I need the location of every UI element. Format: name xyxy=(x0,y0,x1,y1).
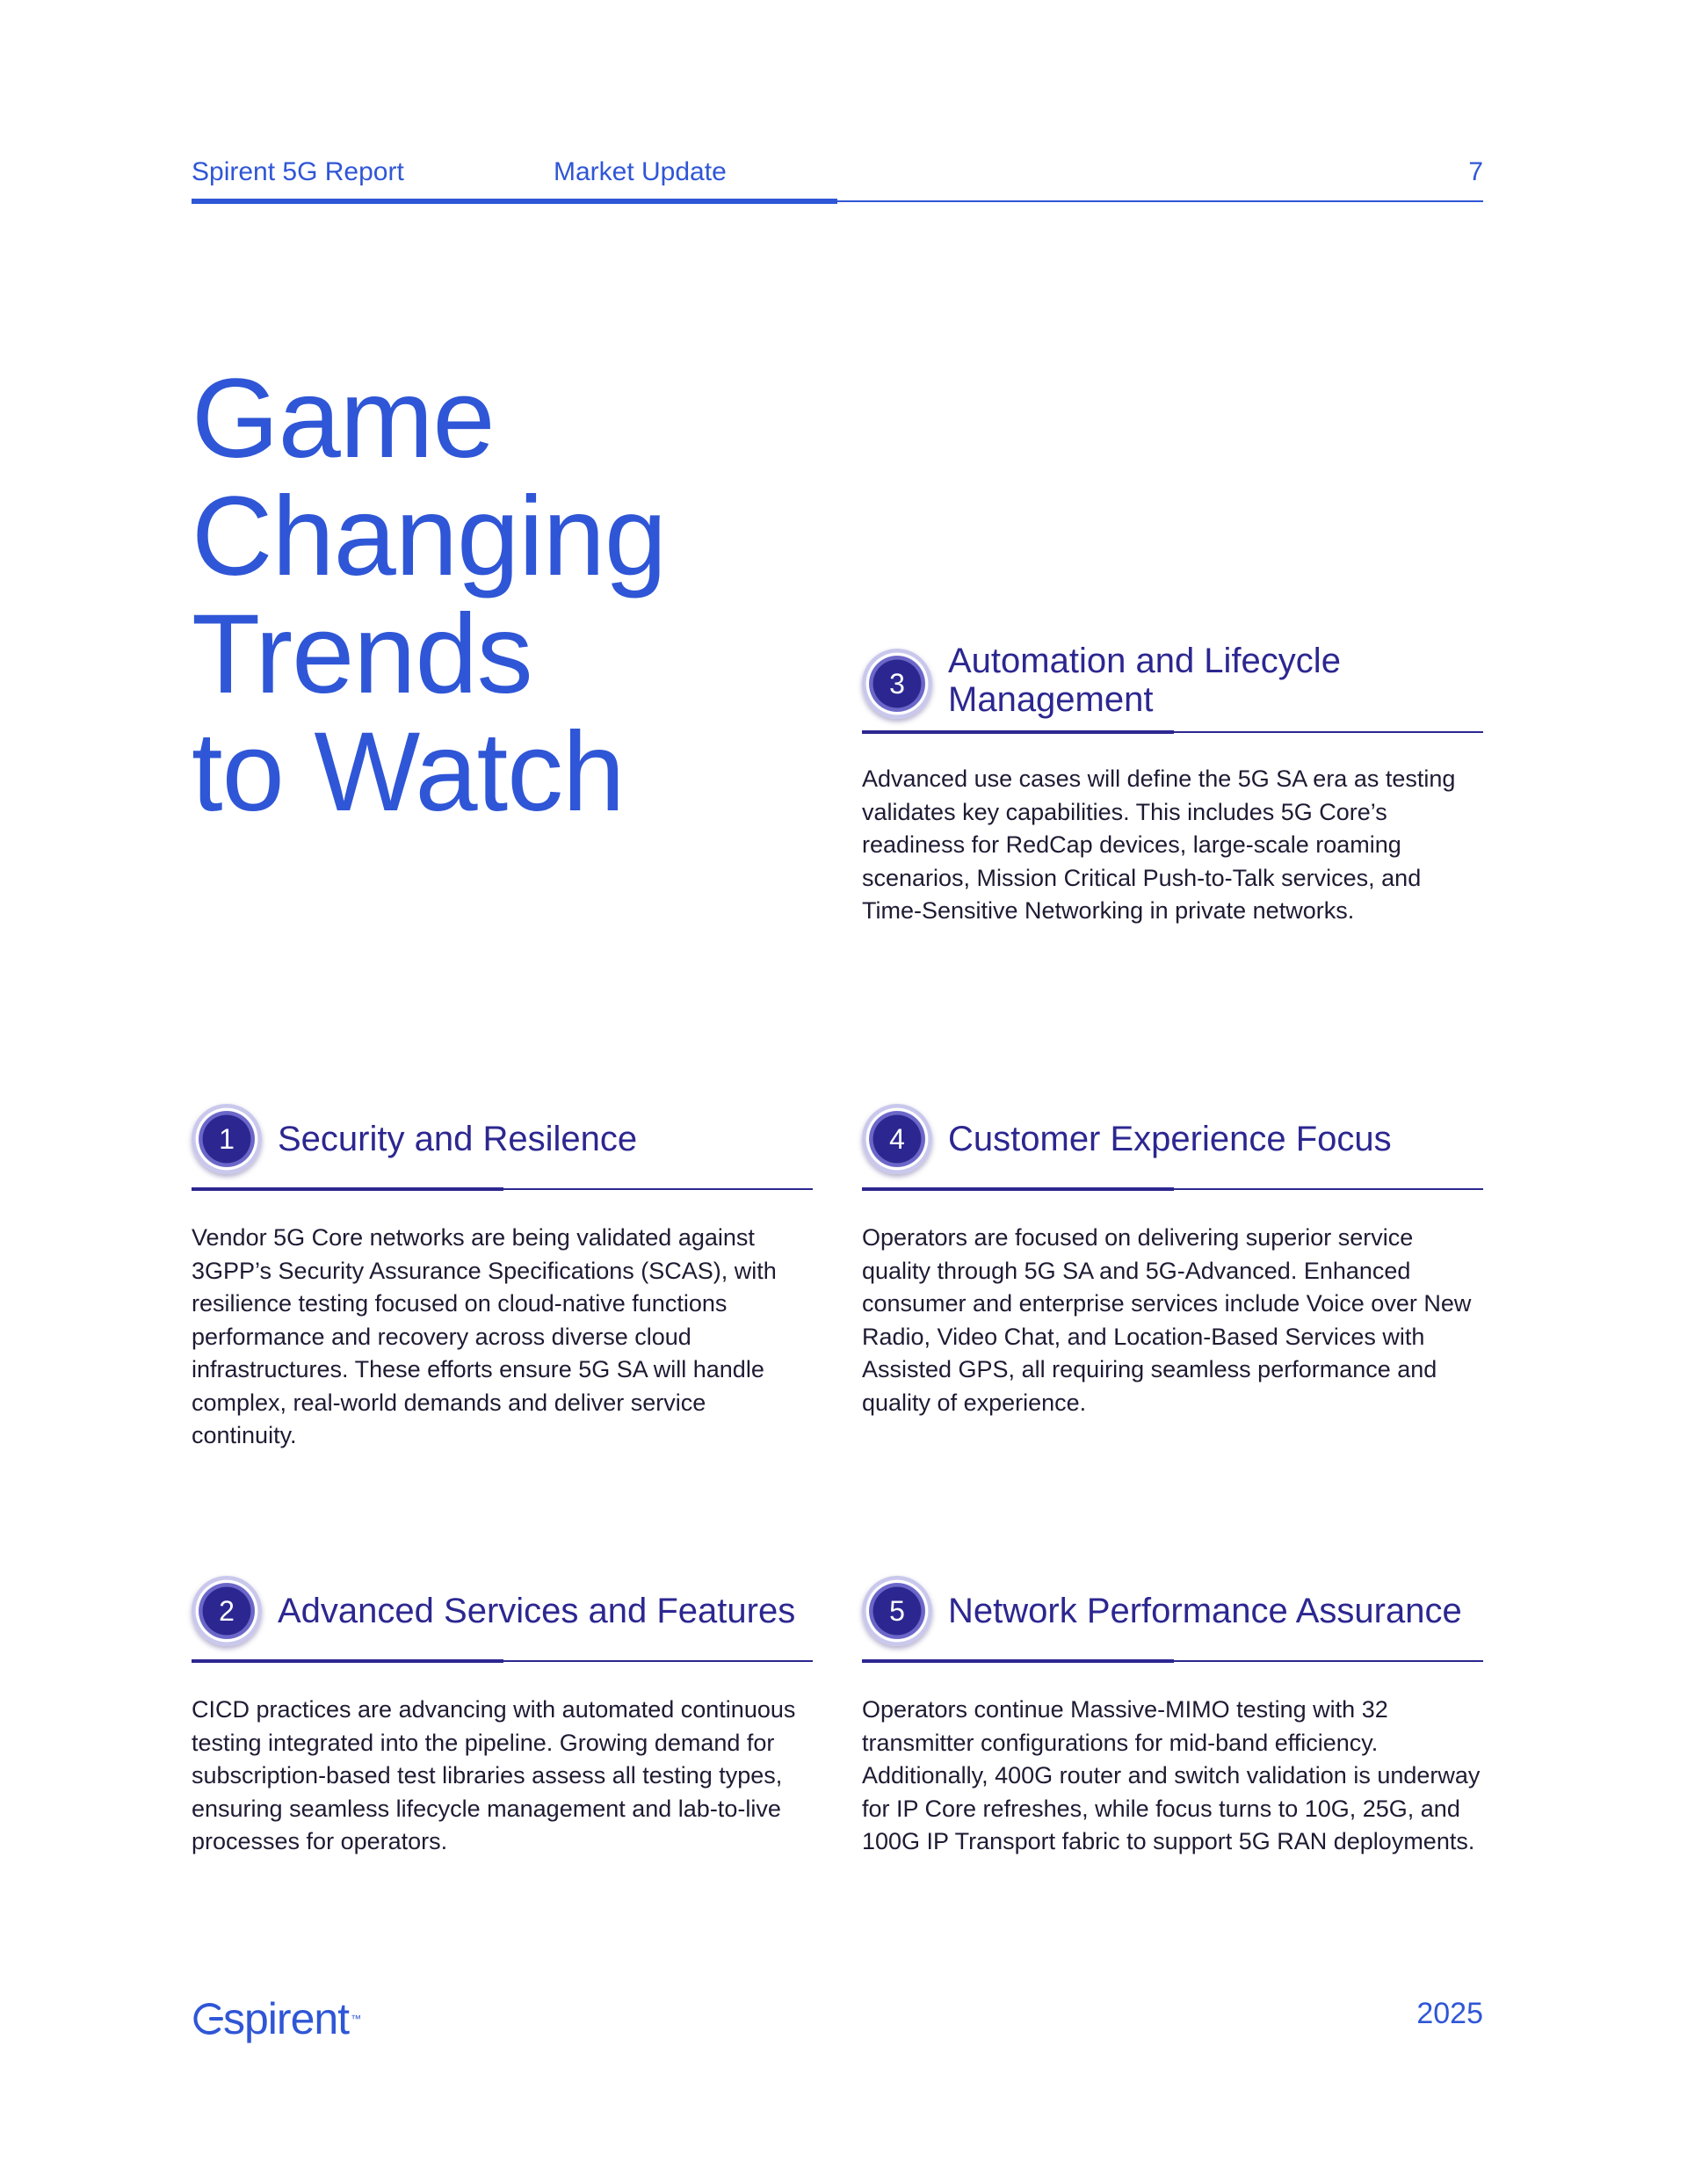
card-title: Security and Resilence xyxy=(278,1120,638,1158)
card-title: Automation and Lifecycle Management xyxy=(948,642,1341,719)
logo-mark-icon xyxy=(192,2001,223,2036)
trend-card-automation xyxy=(862,642,1483,924)
badge-number: 4 xyxy=(889,1123,905,1155)
page-title xyxy=(192,356,666,835)
number-badge xyxy=(862,649,932,719)
badge-number: 3 xyxy=(889,668,905,700)
card-body: Operators continue Massive-MIMO testing with 32 transmitter configurations for mid-band efficiency. Additionally, 400G router and switch validation is underway for IP Core refreshes, while focus turns to 10G, 25G, and 100G IP Transport fabric to support 5G RAN deployments. xyxy=(862,1696,1481,1854)
card-rule-accent xyxy=(192,1659,503,1663)
number-badge xyxy=(862,1576,932,1646)
section-name: Market Update xyxy=(554,157,727,186)
card-body: Advanced use cases will define the 5G SA era as testing validates key capabilities. This includes 5G Core’s readiness for RedCap devices, large-scale roaming scenarios, Mission Critical Push-to-Talk services, and Time-Sensitive Networking in private networks. xyxy=(862,765,1456,924)
header-rule-accent xyxy=(192,199,837,204)
page-number: 7 xyxy=(1468,157,1483,186)
card-title: Advanced Services and Features xyxy=(278,1592,796,1630)
logo-text: spirent xyxy=(223,1994,350,2043)
title-line: Trends xyxy=(192,591,532,717)
trademark-mark: ™ xyxy=(351,2013,362,2025)
trend-card-security xyxy=(192,1104,813,1448)
title-line: to Watch xyxy=(192,709,625,835)
card-rule-accent xyxy=(862,1659,1174,1663)
card-body: Operators are focused on delivering superior service quality through 5G SA and 5G-Advanced. Enhanced consumer and enterprise services include Voice over New Radio, Video Chat, and Location-Based Services with Assisted GPS, all requiring seamless performance and quality of experience. xyxy=(862,1224,1472,1416)
card-rule-accent xyxy=(192,1187,503,1191)
number-badge xyxy=(192,1576,262,1646)
badge-number: 5 xyxy=(889,1595,905,1627)
badge-number: 1 xyxy=(219,1123,235,1155)
title-line: Game xyxy=(192,356,495,482)
report-title: Spirent 5G Report xyxy=(192,157,404,186)
card-title: Customer Experience Focus xyxy=(948,1120,1392,1158)
trend-card-advanced-services xyxy=(192,1576,813,1854)
badge-number: 2 xyxy=(219,1595,235,1627)
trend-card-customer-experience xyxy=(862,1104,1483,1416)
card-body: Vendor 5G Core networks are being validated against 3GPP’s Security Assurance Specifications (SCAS), with resilience testing focused on cloud-native functions performance and recovery across diverse cloud infrastructures. These efforts ensure 5G SA will handle complex, real-world demands and deliver service continuity. xyxy=(192,1224,777,1448)
card-rule-accent xyxy=(862,1187,1174,1191)
footer-year: 2025 xyxy=(1416,1997,1483,2030)
page-header xyxy=(192,155,1483,204)
number-badge xyxy=(862,1104,932,1174)
card-body: CICD practices are advancing with automated continuous testing integrated into the pipeline. Growing demand for subscription-based test libraries assess all testing types, ensuring seamless lifecycle management and lab-to-live processes for operators. xyxy=(192,1696,796,1854)
number-badge xyxy=(192,1104,262,1174)
spirent-logo xyxy=(192,1995,361,2043)
trend-card-network-performance xyxy=(862,1576,1483,1854)
title-line: Changing xyxy=(192,474,666,599)
card-rule-accent xyxy=(862,730,1174,734)
card-title: Network Performance Assurance xyxy=(948,1592,1462,1630)
